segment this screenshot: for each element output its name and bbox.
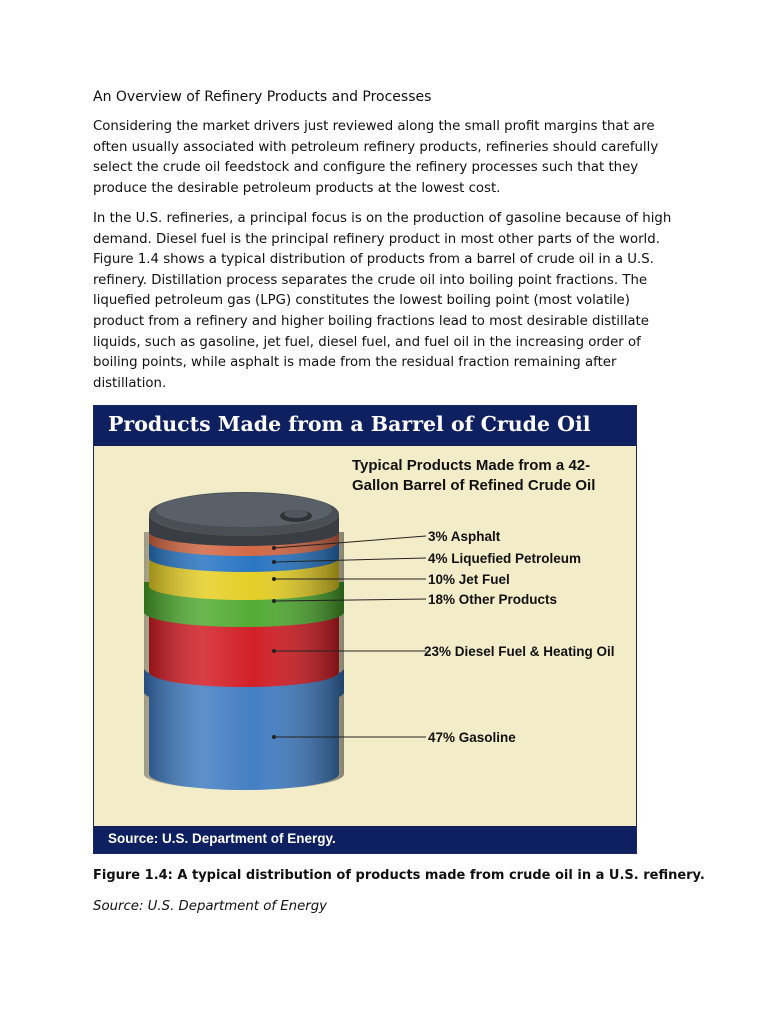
barrel-figure bbox=[93, 405, 637, 854]
label-gasoline: 47% Gasoline bbox=[428, 730, 516, 745]
paragraph-us-refineries: In the U.S. refineries, a principal focus is on the production of gasoline because of high demand. Diesel fuel is the principal refinery product in most other parts of the world. Figure 1.4 shows a typical distribution of products from a barrel of crude oil in a U.S. refinery. Distillation process separates the crude oil into boiling point fractions. The liquefied petroleum gas (LPG) constitutes the lowest boiling point (most volatile) product from a refinery and higher boiling fractions lead to most desirable distillate liquids, such as gasoline, jet fuel, diesel fuel, and fuel oil in the increasing order of boiling points, while asphalt is made from the residual fraction remaining after distillation. bbox=[93, 211, 672, 391]
figure-caption: Figure 1.4: A typical distribution of products made from crude oil in a U.S. refinery. bbox=[93, 868, 705, 883]
figure-source-bar bbox=[94, 826, 636, 853]
source-line: Source: U.S. Department of Energy bbox=[93, 899, 328, 914]
figure-source: Source: U.S. Department of Energy. bbox=[108, 831, 336, 846]
paragraph-market-drivers: Considering the market drivers just reviewed along the small profit margins that are often usually associated with petroleum refinery products, refineries should carefully select the crude oil feedstock and configure the refinery processes such that they produce the desirable petroleum products at the lowest cost. bbox=[93, 119, 659, 196]
label-diesel: 23% Diesel Fuel & Heating Oil bbox=[424, 644, 615, 659]
label-jet-fuel: 10% Jet Fuel bbox=[428, 572, 510, 587]
figure-subtitle: Typical Products Made from a 42-Gallon Barrel of Refined Crude Oil bbox=[352, 457, 596, 494]
label-asphalt: 3% Asphalt bbox=[428, 529, 501, 544]
section-heading: An Overview of Refinery Products and Processes bbox=[93, 89, 432, 105]
label-lpg: 4% Liquefied Petroleum bbox=[428, 551, 582, 566]
label-other-products: 18% Other Products bbox=[428, 592, 558, 607]
figure-title: Products Made from a Barrel of Crude Oil bbox=[108, 412, 591, 436]
